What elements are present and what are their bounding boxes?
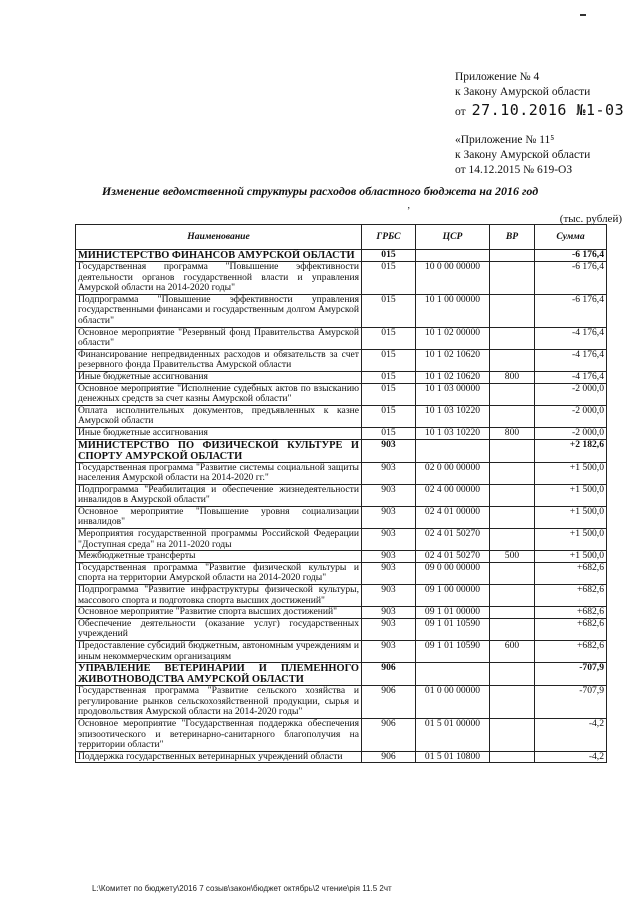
row-vr xyxy=(490,405,535,427)
row-vr xyxy=(490,718,535,751)
row-sum: -4,2 xyxy=(535,718,607,751)
row-csr: 09 1 01 00000 xyxy=(416,607,490,619)
row-sum: -707,9 xyxy=(535,663,607,686)
row-sum: +682,6 xyxy=(535,641,607,663)
row-name: Мероприятия государственной программы Российской Федерации "Доступная среда" на 2011-2020 годы xyxy=(76,529,362,551)
row-vr: 800 xyxy=(490,427,535,439)
row-vr xyxy=(490,585,535,607)
row-name: Государственная программа "Повышение эффективности деятельности органов государственной власти и управления Амурской области на 2014-2020 годы" xyxy=(76,262,362,295)
row-sum: +682,6 xyxy=(535,607,607,619)
table-row xyxy=(76,462,607,484)
row-name: Иные бюджетные ассигнования xyxy=(76,427,362,439)
row-grbs: 903 xyxy=(362,439,416,462)
table-row xyxy=(76,663,607,686)
row-vr xyxy=(490,262,535,295)
row-csr: 02 4 01 50270 xyxy=(416,551,490,563)
budget-table xyxy=(75,224,607,763)
row-name: Основное мероприятие "Резервный фонд Правительства Амурской области" xyxy=(76,327,362,349)
table-row xyxy=(76,607,607,619)
row-sum: -6 176,4 xyxy=(535,262,607,295)
row-sum: -6 176,4 xyxy=(535,294,607,327)
row-name: Подпрограмма "Развитие инфраструктуры физической культуры, массового спорта и подготовка спорта высших достижений" xyxy=(76,585,362,607)
table-row xyxy=(76,585,607,607)
row-name: Основное мероприятие "Исполнение судебных актов по взысканию денежных средств за счет казны Амурской области" xyxy=(76,383,362,405)
row-name: УПРАВЛЕНИЕ ВЕТЕРИНАРИИ И ПЛЕМЕННОГО ЖИВОТНОВОДСТВА АМУРСКОЙ ОБЛАСТИ xyxy=(76,663,362,686)
row-name: Предоставление субсидий бюджетным, автономным учреждениям и иным некоммерческим организациям xyxy=(76,641,362,663)
row-sum: -4 176,4 xyxy=(535,349,607,371)
table-row xyxy=(76,294,607,327)
prior-appendix-number: «Приложение № 11⁵ xyxy=(455,134,555,146)
row-name: Государственная программа "Развитие физической культуры и спорта на территории Амурской области на 2014-2020 годы" xyxy=(76,562,362,584)
row-grbs: 015 xyxy=(362,371,416,383)
row-csr: 01 5 01 10800 xyxy=(416,751,490,763)
row-csr xyxy=(416,663,490,686)
row-vr xyxy=(490,250,535,262)
table-row xyxy=(76,383,607,405)
col-header-csr: ЦСР xyxy=(416,225,490,250)
row-grbs: 015 xyxy=(362,383,416,405)
prior-appendix-law-ref: к Закону Амурской области xyxy=(455,149,591,161)
row-vr: 800 xyxy=(490,371,535,383)
row-sum: -6 176,4 xyxy=(535,250,607,262)
table-row xyxy=(76,562,607,584)
row-csr: 10 1 03 10220 xyxy=(416,427,490,439)
table-row xyxy=(76,439,607,462)
row-name: МИНИСТЕРСТВО ФИНАНСОВ АМУРСКОЙ ОБЛАСТИ xyxy=(76,250,362,262)
row-csr: 09 0 00 00000 xyxy=(416,562,490,584)
row-grbs: 903 xyxy=(362,529,416,551)
table-row xyxy=(76,371,607,383)
row-name: Подпрограмма "Реабилитация и обеспечение жизнедеятельности инвалидов в Амурской области" xyxy=(76,484,362,506)
row-csr: 10 1 03 10220 xyxy=(416,405,490,427)
row-name: Обеспечение деятельности (оказание услуг) государственных учреждений xyxy=(76,618,362,640)
row-grbs: 903 xyxy=(362,484,416,506)
col-header-name: Наименование xyxy=(76,225,362,250)
row-csr: 01 0 00 00000 xyxy=(416,686,490,719)
row-name: Государственная программа "Развитие системы социальной защиты населения Амурской области на 2014-2020 гг." xyxy=(76,462,362,484)
file-path-footer: L:\Комитет по бюджету\2016 7 созыв\закон\бюджет октябрь\2 чтение\рiя 11.5 2чт xyxy=(92,884,392,893)
row-name: Поддержка государственных ветеринарных учреждений области xyxy=(76,751,362,763)
row-grbs: 015 xyxy=(362,405,416,427)
row-vr xyxy=(490,462,535,484)
row-sum: -2 000,0 xyxy=(535,405,607,427)
row-vr xyxy=(490,484,535,506)
row-vr xyxy=(490,349,535,371)
row-name: Оплата исполнительных документов, предъявленных к казне Амурской области xyxy=(76,405,362,427)
appendix-number: Приложение № 4 xyxy=(455,71,540,83)
row-sum: +1 500,0 xyxy=(535,551,607,563)
row-name: Финансирование непредвиденных расходов и обязательств за счет резервного фонда Правительства Амурской области xyxy=(76,349,362,371)
row-vr xyxy=(490,439,535,462)
table-row xyxy=(76,327,607,349)
row-csr: 10 1 03 00000 xyxy=(416,383,490,405)
row-name: Подпрограмма "Повышение эффективности управления государственными финансами и государственным долгом Амурской области" xyxy=(76,294,362,327)
row-grbs: 015 xyxy=(362,262,416,295)
units-label: (тыс. рублей) xyxy=(559,213,622,225)
row-name: Основное мероприятие "Государственная поддержка обеспечения эпизоотического и ветеринарно-санитарного благополучия на территории области" xyxy=(76,718,362,751)
col-header-vr: ВР xyxy=(490,225,535,250)
row-sum: +1 500,0 xyxy=(535,506,607,528)
row-csr: 10 1 02 10620 xyxy=(416,371,490,383)
row-csr xyxy=(416,439,490,462)
row-vr xyxy=(490,506,535,528)
table-row xyxy=(76,349,607,371)
row-vr xyxy=(490,607,535,619)
row-grbs: 015 xyxy=(362,294,416,327)
row-csr: 10 1 02 10620 xyxy=(416,349,490,371)
table-header-row xyxy=(76,225,607,250)
table-row xyxy=(76,427,607,439)
table-row xyxy=(76,751,607,763)
row-csr: 02 4 01 50270 xyxy=(416,529,490,551)
row-grbs: 903 xyxy=(362,506,416,528)
row-name: Основное мероприятие "Развитие спорта высших достижений" xyxy=(76,607,362,619)
row-vr: 600 xyxy=(490,641,535,663)
row-name: Межбюджетные трансферты xyxy=(76,551,362,563)
row-grbs: 903 xyxy=(362,585,416,607)
row-sum: -4 176,4 xyxy=(535,371,607,383)
row-vr xyxy=(490,327,535,349)
table-row xyxy=(76,686,607,719)
row-csr: 02 0 00 00000 xyxy=(416,462,490,484)
row-vr xyxy=(490,751,535,763)
prior-appendix-date: от 14.12.2015 № 619-ОЗ xyxy=(455,164,573,176)
date-prefix: от xyxy=(455,106,466,118)
row-sum: -4,2 xyxy=(535,751,607,763)
table-row xyxy=(76,506,607,528)
row-name: МИНИСТЕРСТВО ПО ФИЗИЧЕСКОЙ КУЛЬТУРЕ И СПОРТУ АМУРСКОЙ ОБЛАСТИ xyxy=(76,439,362,462)
row-sum: +1 500,0 xyxy=(535,529,607,551)
row-vr xyxy=(490,383,535,405)
row-grbs: 906 xyxy=(362,663,416,686)
row-grbs: 015 xyxy=(362,327,416,349)
col-header-sum: Сумма xyxy=(535,225,607,250)
row-grbs: 903 xyxy=(362,618,416,640)
row-csr xyxy=(416,250,490,262)
row-sum: +2 182,6 xyxy=(535,439,607,462)
table-row xyxy=(76,529,607,551)
table-row xyxy=(76,718,607,751)
document-title: Изменение ведомственной структуры расходов областного бюджета на 2016 год xyxy=(101,184,539,198)
table-row xyxy=(76,262,607,295)
col-header-grbs: ГРБС xyxy=(362,225,416,250)
row-vr: 500 xyxy=(490,551,535,563)
row-sum: +1 500,0 xyxy=(535,462,607,484)
row-sum: +682,6 xyxy=(535,585,607,607)
row-grbs: 906 xyxy=(362,751,416,763)
table-row xyxy=(76,405,607,427)
row-vr xyxy=(490,294,535,327)
row-csr: 10 1 00 00000 xyxy=(416,294,490,327)
table-row xyxy=(76,484,607,506)
handwritten-date: 27.10.2016 №1-03 xyxy=(471,101,625,119)
row-vr xyxy=(490,618,535,640)
row-grbs: 015 xyxy=(362,250,416,262)
row-grbs: 015 xyxy=(362,427,416,439)
row-csr: 01 5 01 00000 xyxy=(416,718,490,751)
row-csr: 09 1 00 00000 xyxy=(416,585,490,607)
row-name: Основное мероприятие "Повышение уровня социализации инвалидов" xyxy=(76,506,362,528)
row-grbs: 903 xyxy=(362,462,416,484)
row-grbs: 906 xyxy=(362,686,416,719)
row-csr: 02 4 01 00000 xyxy=(416,506,490,528)
row-name: Государственная программа "Развитие сельского хозяйства и регулирование рынков сельскохозяйственной продукции, сырья и продовольствия Амурской области на 2014-2020 годы" xyxy=(76,686,362,719)
row-grbs: 903 xyxy=(362,562,416,584)
table-row xyxy=(76,551,607,563)
row-csr: 10 0 00 00000 xyxy=(416,262,490,295)
row-csr: 10 1 02 00000 xyxy=(416,327,490,349)
row-vr xyxy=(490,663,535,686)
table-row xyxy=(76,641,607,663)
row-vr xyxy=(490,529,535,551)
row-vr xyxy=(490,686,535,719)
row-grbs: 903 xyxy=(362,641,416,663)
stray-mark xyxy=(580,14,586,16)
row-grbs: 903 xyxy=(362,551,416,563)
tick-mark: ’ xyxy=(407,206,411,217)
row-name: Иные бюджетные ассигнования xyxy=(76,371,362,383)
row-sum: -4 176,4 xyxy=(535,327,607,349)
row-sum: -2 000,0 xyxy=(535,427,607,439)
row-sum: +682,6 xyxy=(535,618,607,640)
row-csr: 09 1 01 10590 xyxy=(416,641,490,663)
row-csr: 02 4 00 00000 xyxy=(416,484,490,506)
row-sum: +682,6 xyxy=(535,562,607,584)
row-csr: 09 1 01 10590 xyxy=(416,618,490,640)
table-row xyxy=(76,618,607,640)
row-sum: +1 500,0 xyxy=(535,484,607,506)
appendix-law-ref: к Закону Амурской области xyxy=(455,86,591,98)
row-sum: -2 000,0 xyxy=(535,383,607,405)
row-sum: -707,9 xyxy=(535,686,607,719)
row-grbs: 903 xyxy=(362,607,416,619)
appendix-date xyxy=(455,101,624,119)
row-grbs: 906 xyxy=(362,718,416,751)
row-grbs: 015 xyxy=(362,349,416,371)
table-row xyxy=(76,250,607,262)
row-vr xyxy=(490,562,535,584)
